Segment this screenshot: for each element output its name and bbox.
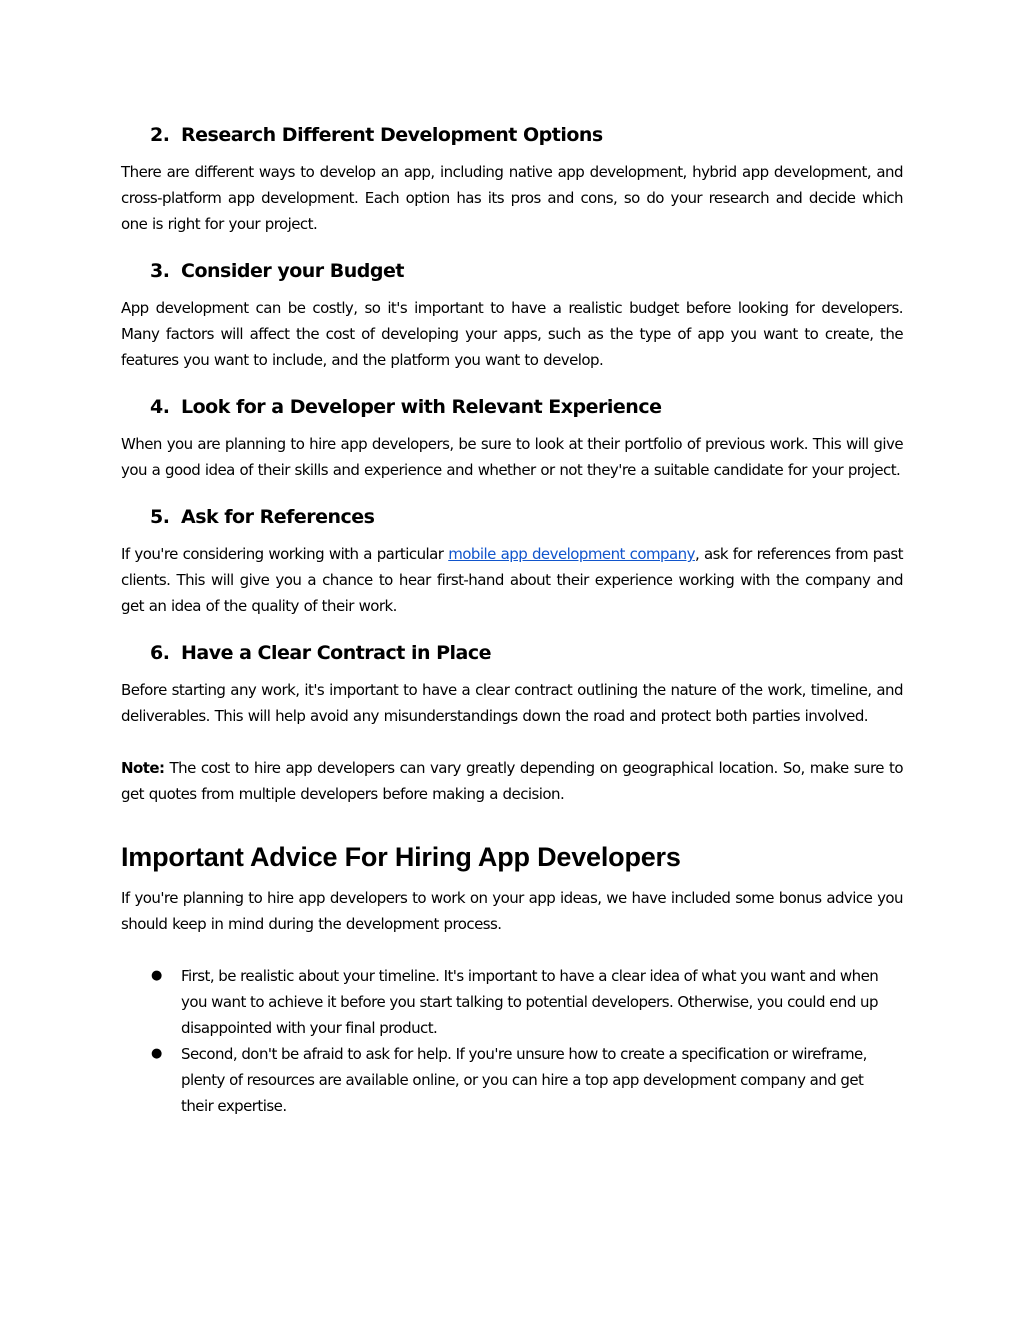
- section-title: Have a Clear Contract in Place: [181, 642, 492, 664]
- section-heading: [121, 500, 903, 534]
- list-item: [121, 1041, 903, 1119]
- note-paragraph: [121, 755, 903, 807]
- section-body: There are different ways to develop an app, including native app development, hybrid app development, and cross-platform app development. Each option has its pros and cons, so do your research and decide which one is right for your project.: [121, 163, 903, 233]
- document-content: [121, 118, 903, 1119]
- mobile-app-development-company-link[interactable]: mobile app development company: [448, 545, 695, 563]
- section-heading: [121, 390, 903, 424]
- section-title: Consider your Budget: [181, 260, 404, 282]
- section-number: 2.: [150, 124, 170, 146]
- bullet-icon: ●: [151, 968, 162, 983]
- bullet-icon: ●: [151, 1046, 162, 1061]
- list-item: [121, 963, 903, 1041]
- section-number: 6.: [150, 642, 170, 664]
- section-title: Look for a Developer with Relevant Experience: [181, 396, 662, 418]
- body-text-after-link: , ask for references from past clients. This will give you a chance to hear first-hand about their experience working with the company and get an idea of the quality of their work.: [121, 545, 904, 615]
- section-title: Research Different Development Options: [181, 124, 603, 146]
- section-title: Ask for References: [181, 506, 375, 528]
- section-heading: [121, 636, 903, 670]
- advice-heading: Important Advice For Hiring App Developers: [121, 842, 681, 872]
- section-relevant-experience: [121, 390, 903, 483]
- section-number: 3.: [150, 260, 170, 282]
- section-body: When you are planning to hire app developers, be sure to look at their portfolio of previous work. This will give you a good idea of their skills and experience and whether or not they're a suitable candidate for your project.: [121, 435, 903, 479]
- section-body: App development can be costly, so it's important to have a realistic budget before looking for developers. Many factors will affect the cost of developing your apps, such as the type of app you want to create, the features you want to include, and the platform you want to develop.: [121, 299, 903, 369]
- section-body: [121, 541, 903, 619]
- bullet-text: First, be realistic about your timeline. It's important to have a clear idea of what you want and when you want to achieve it before you start talking to potential developers. Otherwise, you could end up disappointed with your final product.: [181, 967, 879, 1037]
- section-references: [121, 500, 903, 619]
- section-budget: [121, 254, 903, 373]
- section-heading: [121, 118, 903, 152]
- note-text: The cost to hire app developers can vary greatly depending on geographical location. So, make sure to get quotes from multiple developers before making a decision.: [121, 759, 903, 803]
- section-number: 5.: [150, 506, 170, 528]
- section-research-options: [121, 118, 903, 237]
- section-heading: [121, 254, 903, 288]
- advice-intro: If you're planning to hire app developers to work on your app ideas, we have included some bonus advice you should keep in mind during the development process.: [121, 889, 903, 933]
- note-label: Note:: [121, 759, 165, 777]
- bullet-text: Second, don't be afraid to ask for help. If you're unsure how to create a specification or wireframe, plenty of resources are available online, or you can hire a top app development company and get their expertise.: [181, 1045, 867, 1115]
- section-number: 4.: [150, 396, 170, 418]
- advice-bullet-list: [121, 963, 903, 1119]
- section-body: Before starting any work, it's important to have a clear contract outlining the nature of the work, timeline, and deliverables. This will help avoid any misunderstandings down the road and protect both parties involved.: [121, 681, 903, 725]
- section-contract: [121, 636, 903, 729]
- body-text-before-link: If you're considering working with a particular: [121, 545, 449, 563]
